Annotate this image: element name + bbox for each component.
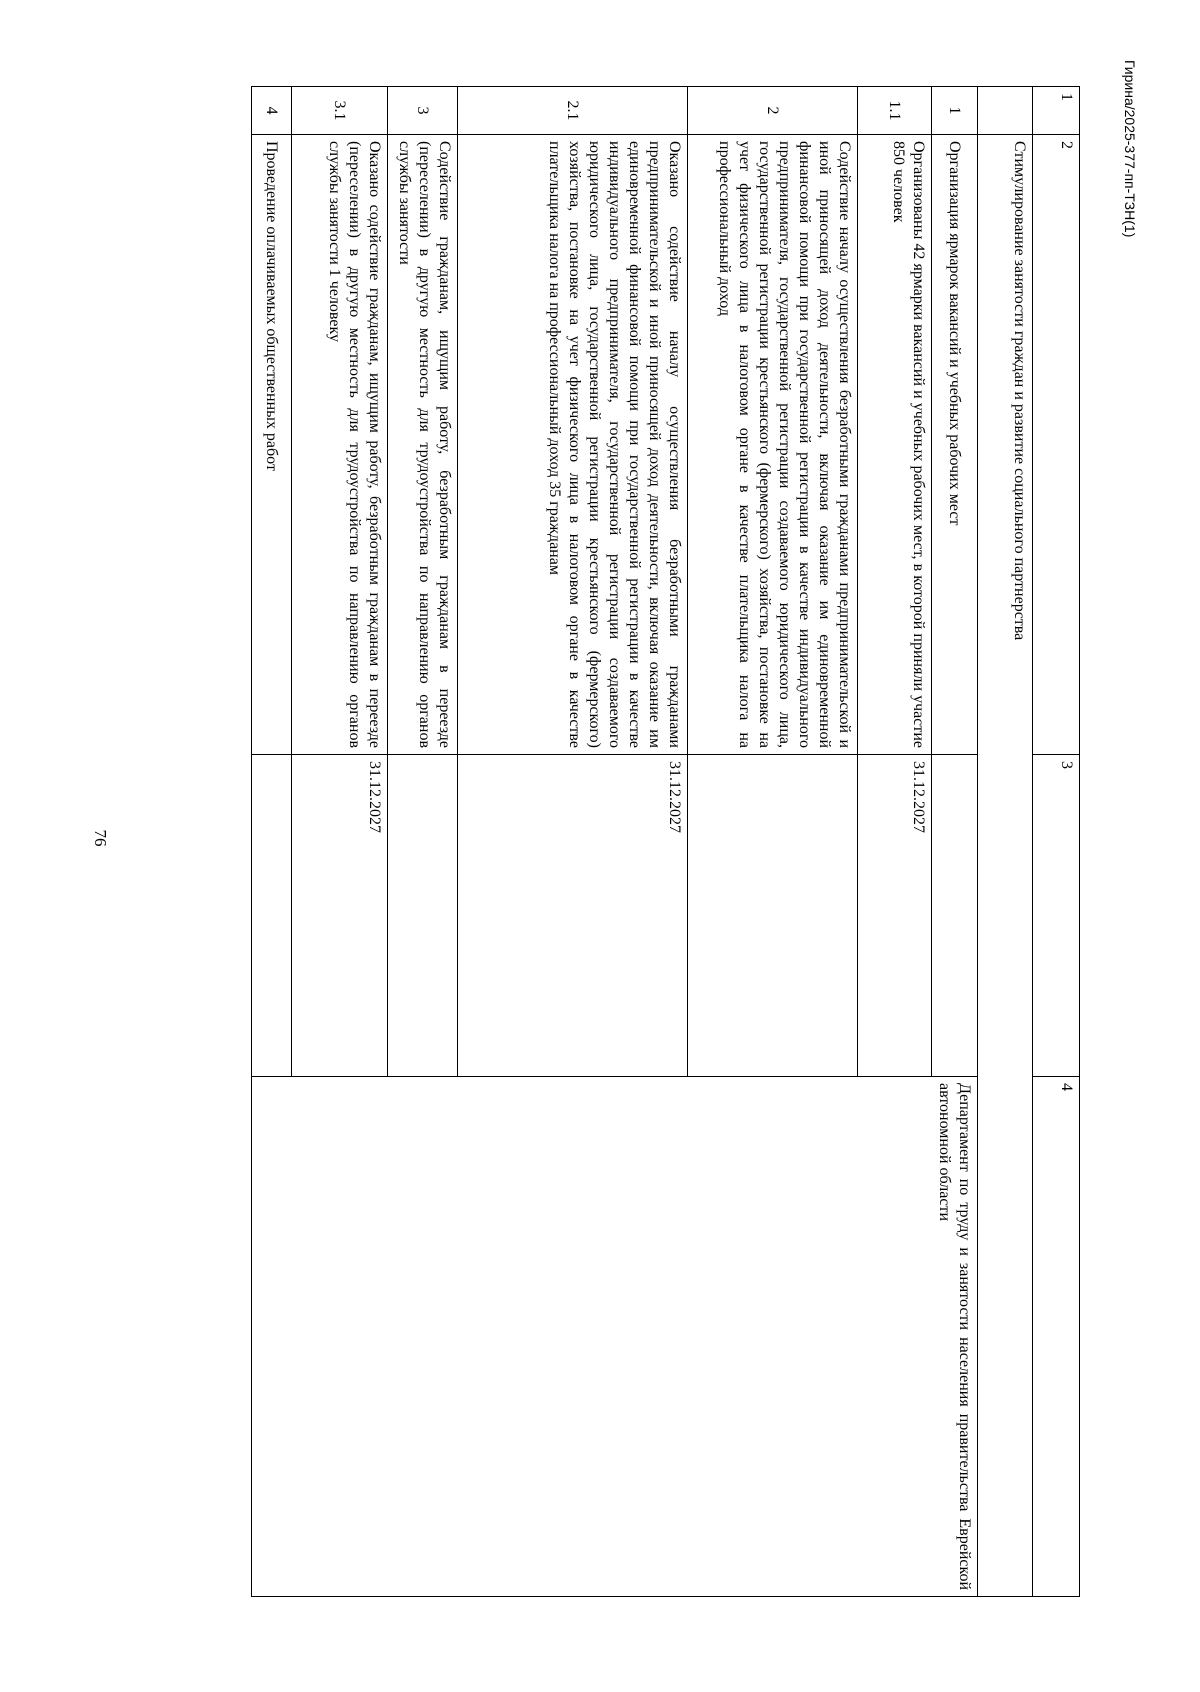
row-date (388, 755, 458, 1077)
plan-table (251, 86, 1080, 1597)
row-number: 1.1 (858, 87, 932, 135)
row-text: Оказано содействие началу осуществления безработными гражданами предпринимательской и иной приносящей доход деятельности, включая оказание им единовременной финансовой помощи при государственной регистрации в качестве индивидуального предпринимателя, государственной регистрации создаваемого юридического лица, государственной регистрации крестьянского (фермерского) хозяйства, постановке на учет физического лица в налоговом органе в качестве плательщика налога на профессиональный доход 35 гражданам (458, 135, 688, 755)
row-text: Проведение оплачиваемых общественных работ (252, 135, 292, 755)
responsible-cell: Департамент по труду и занятости населения правительства Еврейской автономной области (252, 1077, 978, 1597)
section-title: Стимулирование занятости граждан и развитие социального партнерства (978, 135, 1033, 1597)
row-text: Содействие гражданам, ищущим работу, безработным гражданам в переезде (переселении) в другую местность для трудоустройства по направлению органов службы занятости (388, 135, 458, 755)
table-row (932, 87, 978, 1597)
row-date (932, 755, 978, 1077)
row-date: 31.12.2027 (858, 755, 932, 1077)
header-col-2: 2 (1033, 135, 1080, 755)
row-number: 3.1 (292, 87, 388, 135)
header-col-4: 4 (1033, 1077, 1080, 1597)
row-number: 2 (688, 87, 858, 135)
row-text: Организация ярмарок вакансий и учебных рабочих мест (932, 135, 978, 755)
row-number: 3 (388, 87, 458, 135)
section-num-cell (978, 87, 1033, 135)
row-text: Организованы 42 ярмарки вакансий и учебных рабочих мест, в которой приняли участие 850 человек (858, 135, 932, 755)
section-row (978, 87, 1033, 1597)
header-col-1: 1 (1033, 87, 1080, 135)
row-text: Оказано содействие гражданам, ищущим работу, безработным гражданам в переезде (переселении) в другую местность для трудоустройства по направлению органов службы занятости 1 человеку (292, 135, 388, 755)
row-number: 2.1 (458, 87, 688, 135)
row-number: 4 (252, 87, 292, 135)
row-date (688, 755, 858, 1077)
row-date: 31.12.2027 (292, 755, 388, 1077)
footer-code: Гирина/2025-377-пп-ТЗН(1) (1122, 60, 1138, 238)
header-col-3: 3 (1033, 755, 1080, 1077)
row-number: 1 (932, 87, 978, 135)
page-number: 76 (91, 829, 110, 847)
table-header-row (1033, 87, 1080, 1597)
row-date (252, 755, 292, 1077)
row-date: 31.12.2027 (458, 755, 688, 1077)
row-text: Содействие началу осуществления безработными гражданами предпринимательской и иной приносящей доход деятельности, включая оказание им единовременной финансовой помощи при государственной регистрации в качестве индивидуального предпринимателя, государственной регистрации создаваемого юридического лица, государственной регистрации крестьянского (фермерского) хозяйства, постановке на учет физического лица в налоговом органе в качестве плательщика налога на профессиональный доход (688, 135, 858, 755)
